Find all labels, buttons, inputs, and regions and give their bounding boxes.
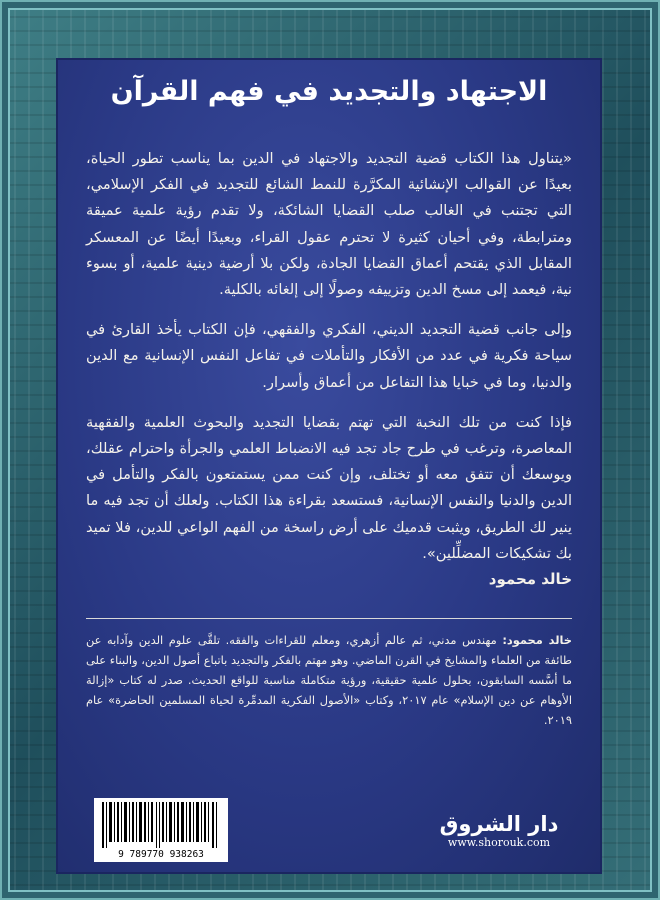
blurb-paragraph-1: «يتناول هذا الكتاب قضية التجديد والاجتهاد في الدين بما يناسب تطور الحياة، بعيدًا عن القوالب الإنشائية المكرَّرة للنمط الشائع للتجديد في الفكر الإسلامي، التي تجتنب في الغالب صلب القضايا الشائكة، ولا تقدم رؤية علمية عميقة ومترابطة، وفي أحيان كثيرة لا تحترم عقول القراء، وبعيدًا أيضًا عن المعسكر المقابل الذي يقتحم أعماق القضايا الجادة، ولكن بلا أرضية دينية علمية، أو بسوء نية، فيعمد إلى مسخ الدين وتزييفه وصولًا إلى إلغائه بالكلية. <box>86 150 572 299</box>
publisher-logo: دار الشروق <box>439 812 559 836</box>
bio-author-name: خالد محمود: <box>502 633 572 647</box>
author-signature: خالد محمود <box>488 570 572 588</box>
bio-text: مهندس مدني، ثم عالم أزهري، ومعلم للقراءات والفقه. تلقَّى علوم الدين وآدابه عن طائفة من العلماء والمشايخ في القرن الماضي. وهو مهتم بالفكر والتجديد باتباع أصول الدين، والبناء على ما أسَّسه السابقون، بحلول علمية حقيقية، ورؤية متكاملة مناسبة للواقع الحديث. صدر له كتاب «إزالة الأوهام عن دين الإسلام» عام ٢٠١٧، وكتاب «الأصول الفكرية المدمِّرة لحياة المسلمين الحاضرة» عام ٢٠١٩. <box>86 633 572 727</box>
author-bio <box>86 630 572 730</box>
barcode <box>94 798 228 862</box>
barcode-icon <box>100 802 222 848</box>
publisher-url: www.shorouk.com <box>447 836 551 849</box>
publisher-block <box>424 812 574 849</box>
book-title: الاجتهاد والتجديد في فهم القرآن <box>110 76 548 107</box>
blue-text-panel <box>58 60 600 872</box>
blurb-paragraph-3: فإذا كنت من تلك النخبة التي تهتم بقضايا التجديد والبحوث العلمية والفقهية المعاصرة، وترغب في طرح جاد تجد فيه الانضباط العلمي والجرأة واحترام عقلك، ويوسعك أن تتفق معه أو تختلف، وإن كنت ممن يستمتعون بالفكر والتأمل في الدين والدنيا والنفس الإنسانية، فستسعد بقراءة هذا الكتاب. ولعلك أن تجد فيه ما ينير لك الطريق، ويثبت قدميك على أرض راسخة من الفهم الواعي للدين، فلا تميد بك تشكيكات المضلِّلين». <box>86 413 572 562</box>
isbn-number: 9 789770 938263 <box>118 849 204 860</box>
blurb-paragraph-2: وإلى جانب قضية التجديد الديني، الفكري والفقهي، فإن الكتاب يأخذ القارئ في سياحة فكرية في عدد من الأفكار والتأملات في تفاعل النفس الإنسانية مع الدين والدنيا، وما في خبايا هذا التفاعل من أعماق وأسرار. <box>86 321 572 391</box>
divider <box>86 618 572 619</box>
blurb <box>86 146 572 581</box>
